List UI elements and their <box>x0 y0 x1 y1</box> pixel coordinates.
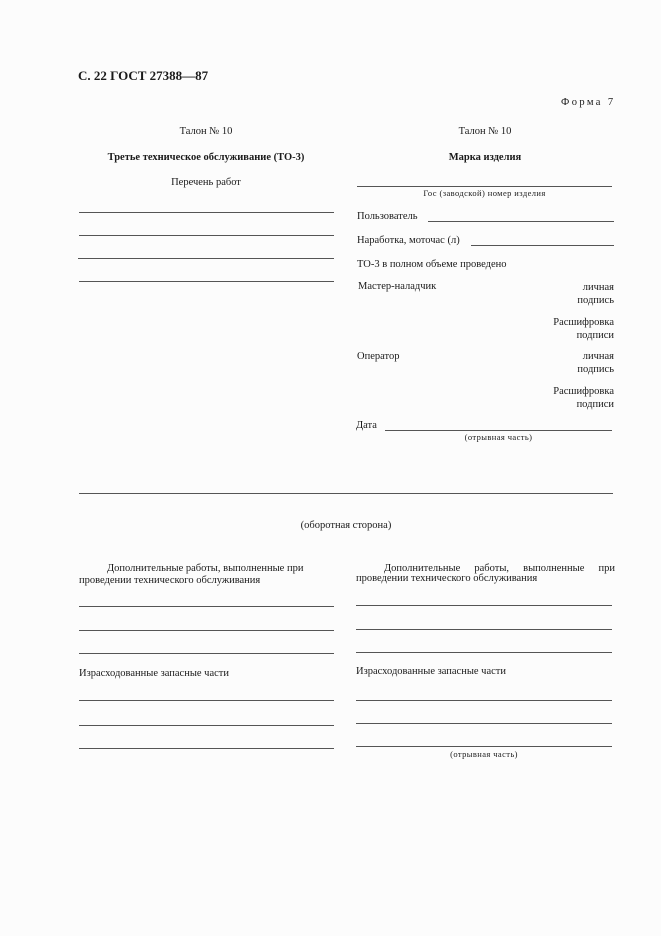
additional-works-line-2[interactable] <box>356 629 612 630</box>
master-decode-caption-1: Расшифровка <box>553 317 614 328</box>
user-field[interactable] <box>428 221 614 222</box>
additional-works-label-line-2: проведении технического обслуживания <box>356 573 538 584</box>
additional-works-label-line-1: Дополнительные работы, выполненные при <box>384 563 615 574</box>
completed-statement: ТО-3 в полном объеме проведено <box>357 259 507 270</box>
additional-works-line-3[interactable] <box>356 652 612 653</box>
tear-off-caption: (отрывная часть) <box>464 432 533 442</box>
cut-line <box>79 493 613 494</box>
spare-parts-label: Израсходованные запасные части <box>79 668 229 679</box>
additional-works-line-1[interactable] <box>79 606 334 607</box>
additional-works-label-line-2: проведении технического обслуживания <box>79 575 261 586</box>
user-label: Пользователь <box>357 211 418 222</box>
spare-parts-line-1[interactable] <box>356 700 612 701</box>
works-list-label: Перечень работ <box>171 177 241 188</box>
additional-works-label-line-1: Дополнительные работы, выполненные при <box>107 563 304 574</box>
master-signature-caption-2: подпись <box>577 295 614 306</box>
serial-number-caption: Гос (заводской) номер изделия <box>423 188 546 198</box>
spare-parts-label: Израсходованные запасные части <box>356 666 506 677</box>
hours-field[interactable] <box>471 245 614 246</box>
date-label: Дата <box>356 420 377 431</box>
additional-works-line-2[interactable] <box>79 630 334 631</box>
ticket-number: Талон № 10 <box>179 126 233 137</box>
ticket-title: Третье техническое обслуживание (ТО-3) <box>107 152 305 163</box>
spare-parts-line-3[interactable] <box>79 748 334 749</box>
works-line-2[interactable] <box>79 235 334 236</box>
form-label: Форма 7 <box>561 97 616 108</box>
works-line-1[interactable] <box>79 212 334 213</box>
hours-label: Наработка, моточас (л) <box>357 235 460 246</box>
operator-signature-caption-2: подпись <box>577 364 614 375</box>
spare-parts-line-2[interactable] <box>356 723 612 724</box>
additional-works-line-3[interactable] <box>79 653 334 654</box>
operator-decode-caption-1: Расшифровка <box>553 386 614 397</box>
operator-decode-caption-2: подписи <box>576 399 614 410</box>
master-signature-caption-1: личная <box>582 282 614 293</box>
works-line-3[interactable] <box>78 258 334 259</box>
master-label: Мастер-наладчик <box>358 281 437 292</box>
spare-parts-line-1[interactable] <box>79 700 334 701</box>
serial-number-field[interactable] <box>357 186 612 187</box>
brand-title: Марка изделия <box>448 152 522 163</box>
page-reference: С. 22 ГОСТ 27388—87 <box>78 68 209 83</box>
spare-parts-line-2[interactable] <box>79 725 334 726</box>
back-side-caption: (оборотная сторона) <box>300 520 392 531</box>
date-field[interactable] <box>385 430 612 431</box>
master-decode-caption-2: подписи <box>576 330 614 341</box>
ticket-number: Талон № 10 <box>458 126 512 137</box>
spare-parts-line-3[interactable] <box>356 746 612 747</box>
operator-signature-caption-1: личная <box>582 351 614 362</box>
operator-label: Оператор <box>357 351 400 362</box>
tear-off-caption: (отрывная часть) <box>450 749 518 759</box>
works-line-4[interactable] <box>79 281 334 282</box>
additional-works-line-1[interactable] <box>356 605 612 606</box>
